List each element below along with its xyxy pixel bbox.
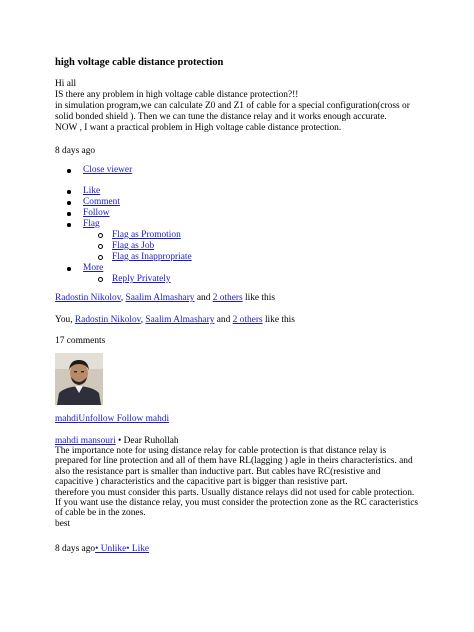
comment-timestamp: 8 days ago xyxy=(55,544,96,554)
comment-greeting: • Dear Ruhollah xyxy=(115,436,179,446)
comment-like-link[interactable]: • Like xyxy=(126,544,150,554)
more-submenu xyxy=(55,274,192,285)
liker-link[interactable]: Radostin Nikolov xyxy=(74,315,141,325)
action-item-more xyxy=(55,263,192,285)
comment-line: also the resistance part is smaller than inductive part. But cables have RC(resistive and xyxy=(55,466,381,477)
liker-link[interactable]: Saalim Almashary xyxy=(125,293,195,303)
conjunction: and xyxy=(214,315,233,325)
flag-submenu-item xyxy=(55,230,192,241)
unlike-link[interactable]: • Unlike xyxy=(95,544,127,554)
comment-line: best xyxy=(55,518,71,529)
follow-line xyxy=(55,414,169,425)
action-item-like xyxy=(55,186,192,197)
more-submenu-item xyxy=(55,274,192,285)
viewer-list xyxy=(55,165,132,176)
conjunction: and xyxy=(194,293,213,303)
post-body-line: solid bonded shield ). Then we can tune the distance relay and it works enough accurate. xyxy=(55,112,387,122)
comments-count: 17 comments xyxy=(55,336,106,346)
viewer-list-item xyxy=(55,165,132,176)
commenter-name-link[interactable]: mahdi mansouri xyxy=(55,436,116,446)
comment-link[interactable]: Comment xyxy=(83,197,120,207)
action-item-flag xyxy=(55,219,192,263)
reply-privately-link[interactable]: Reply Privately xyxy=(112,274,171,284)
action-item-follow xyxy=(55,208,192,219)
liker-link[interactable]: Radostin Nikolov xyxy=(55,293,121,303)
flag-as-job-link[interactable]: Flag as Job xyxy=(112,241,155,251)
flag-submenu-item xyxy=(55,241,192,252)
likes-suffix: like this xyxy=(262,315,295,325)
action-item-comment xyxy=(55,197,192,208)
post-body-line: Hi all xyxy=(55,79,77,89)
action-menu xyxy=(55,186,192,285)
post-timestamp: 8 days ago xyxy=(55,146,96,156)
flag-as-inappropriate-link[interactable]: Flag as Inappropriate xyxy=(112,252,192,262)
comment-line: If you want use the distance relay, you must consider the protection zone as the RC caracteristics xyxy=(55,497,419,508)
comment-line: therefore you must consider this parts. Usually distance relays did not used for cable protection. xyxy=(55,487,415,498)
close-viewer-link[interactable]: Close viewer xyxy=(83,165,133,175)
post-body-line: in simulation program,we can calculate Z0 and Z1 of cable for a special configuration(cross or xyxy=(55,101,410,111)
follow-toggle-link[interactable]: mahdiUnfollow Follow mahdi xyxy=(55,414,170,424)
likes-suffix: like this xyxy=(242,293,275,303)
others-link[interactable]: 2 others xyxy=(212,293,243,303)
like-link[interactable]: Like xyxy=(83,186,101,196)
flag-submenu xyxy=(55,230,192,263)
post-body-line: NOW , I want a practical problem in High voltage cable distance protection. xyxy=(55,123,342,133)
likes-prefix: You, xyxy=(55,315,75,325)
others-link[interactable]: 2 others xyxy=(232,315,263,325)
more-link[interactable]: More xyxy=(83,263,104,273)
post-title: high voltage cable distance protection xyxy=(55,57,224,68)
comment-footer xyxy=(55,544,149,555)
flag-submenu-item xyxy=(55,252,192,263)
flag-link[interactable]: Flag xyxy=(83,219,100,229)
likes-line-2 xyxy=(55,315,295,326)
follow-link[interactable]: Follow xyxy=(83,208,110,218)
post-body-line: IS there any problem in high voltage cable distance protection?!! xyxy=(55,90,299,100)
avatar[interactable] xyxy=(55,353,103,405)
comment-body xyxy=(55,446,418,529)
avatar-photo xyxy=(55,353,103,405)
comment-line: The importance note for using distance relay for cable protection is that distance relay is xyxy=(55,446,387,456)
separator: , xyxy=(120,293,126,303)
post-body xyxy=(55,79,410,134)
comment-line: of cable be in the zones. xyxy=(55,508,146,519)
flag-as-promotion-link[interactable]: Flag as Promotion xyxy=(112,230,181,240)
separator: , xyxy=(140,315,146,325)
comment-line: prepared for line protection and all of them have RL(lagging ) agle in theirs characteristics. and xyxy=(55,456,413,467)
liker-link[interactable]: Saalim Almashary xyxy=(145,315,215,325)
likes-line-1 xyxy=(55,293,275,304)
comment-line: capacitive ) characteristics and the capacitive part is bigger than resistive part. xyxy=(55,477,348,488)
